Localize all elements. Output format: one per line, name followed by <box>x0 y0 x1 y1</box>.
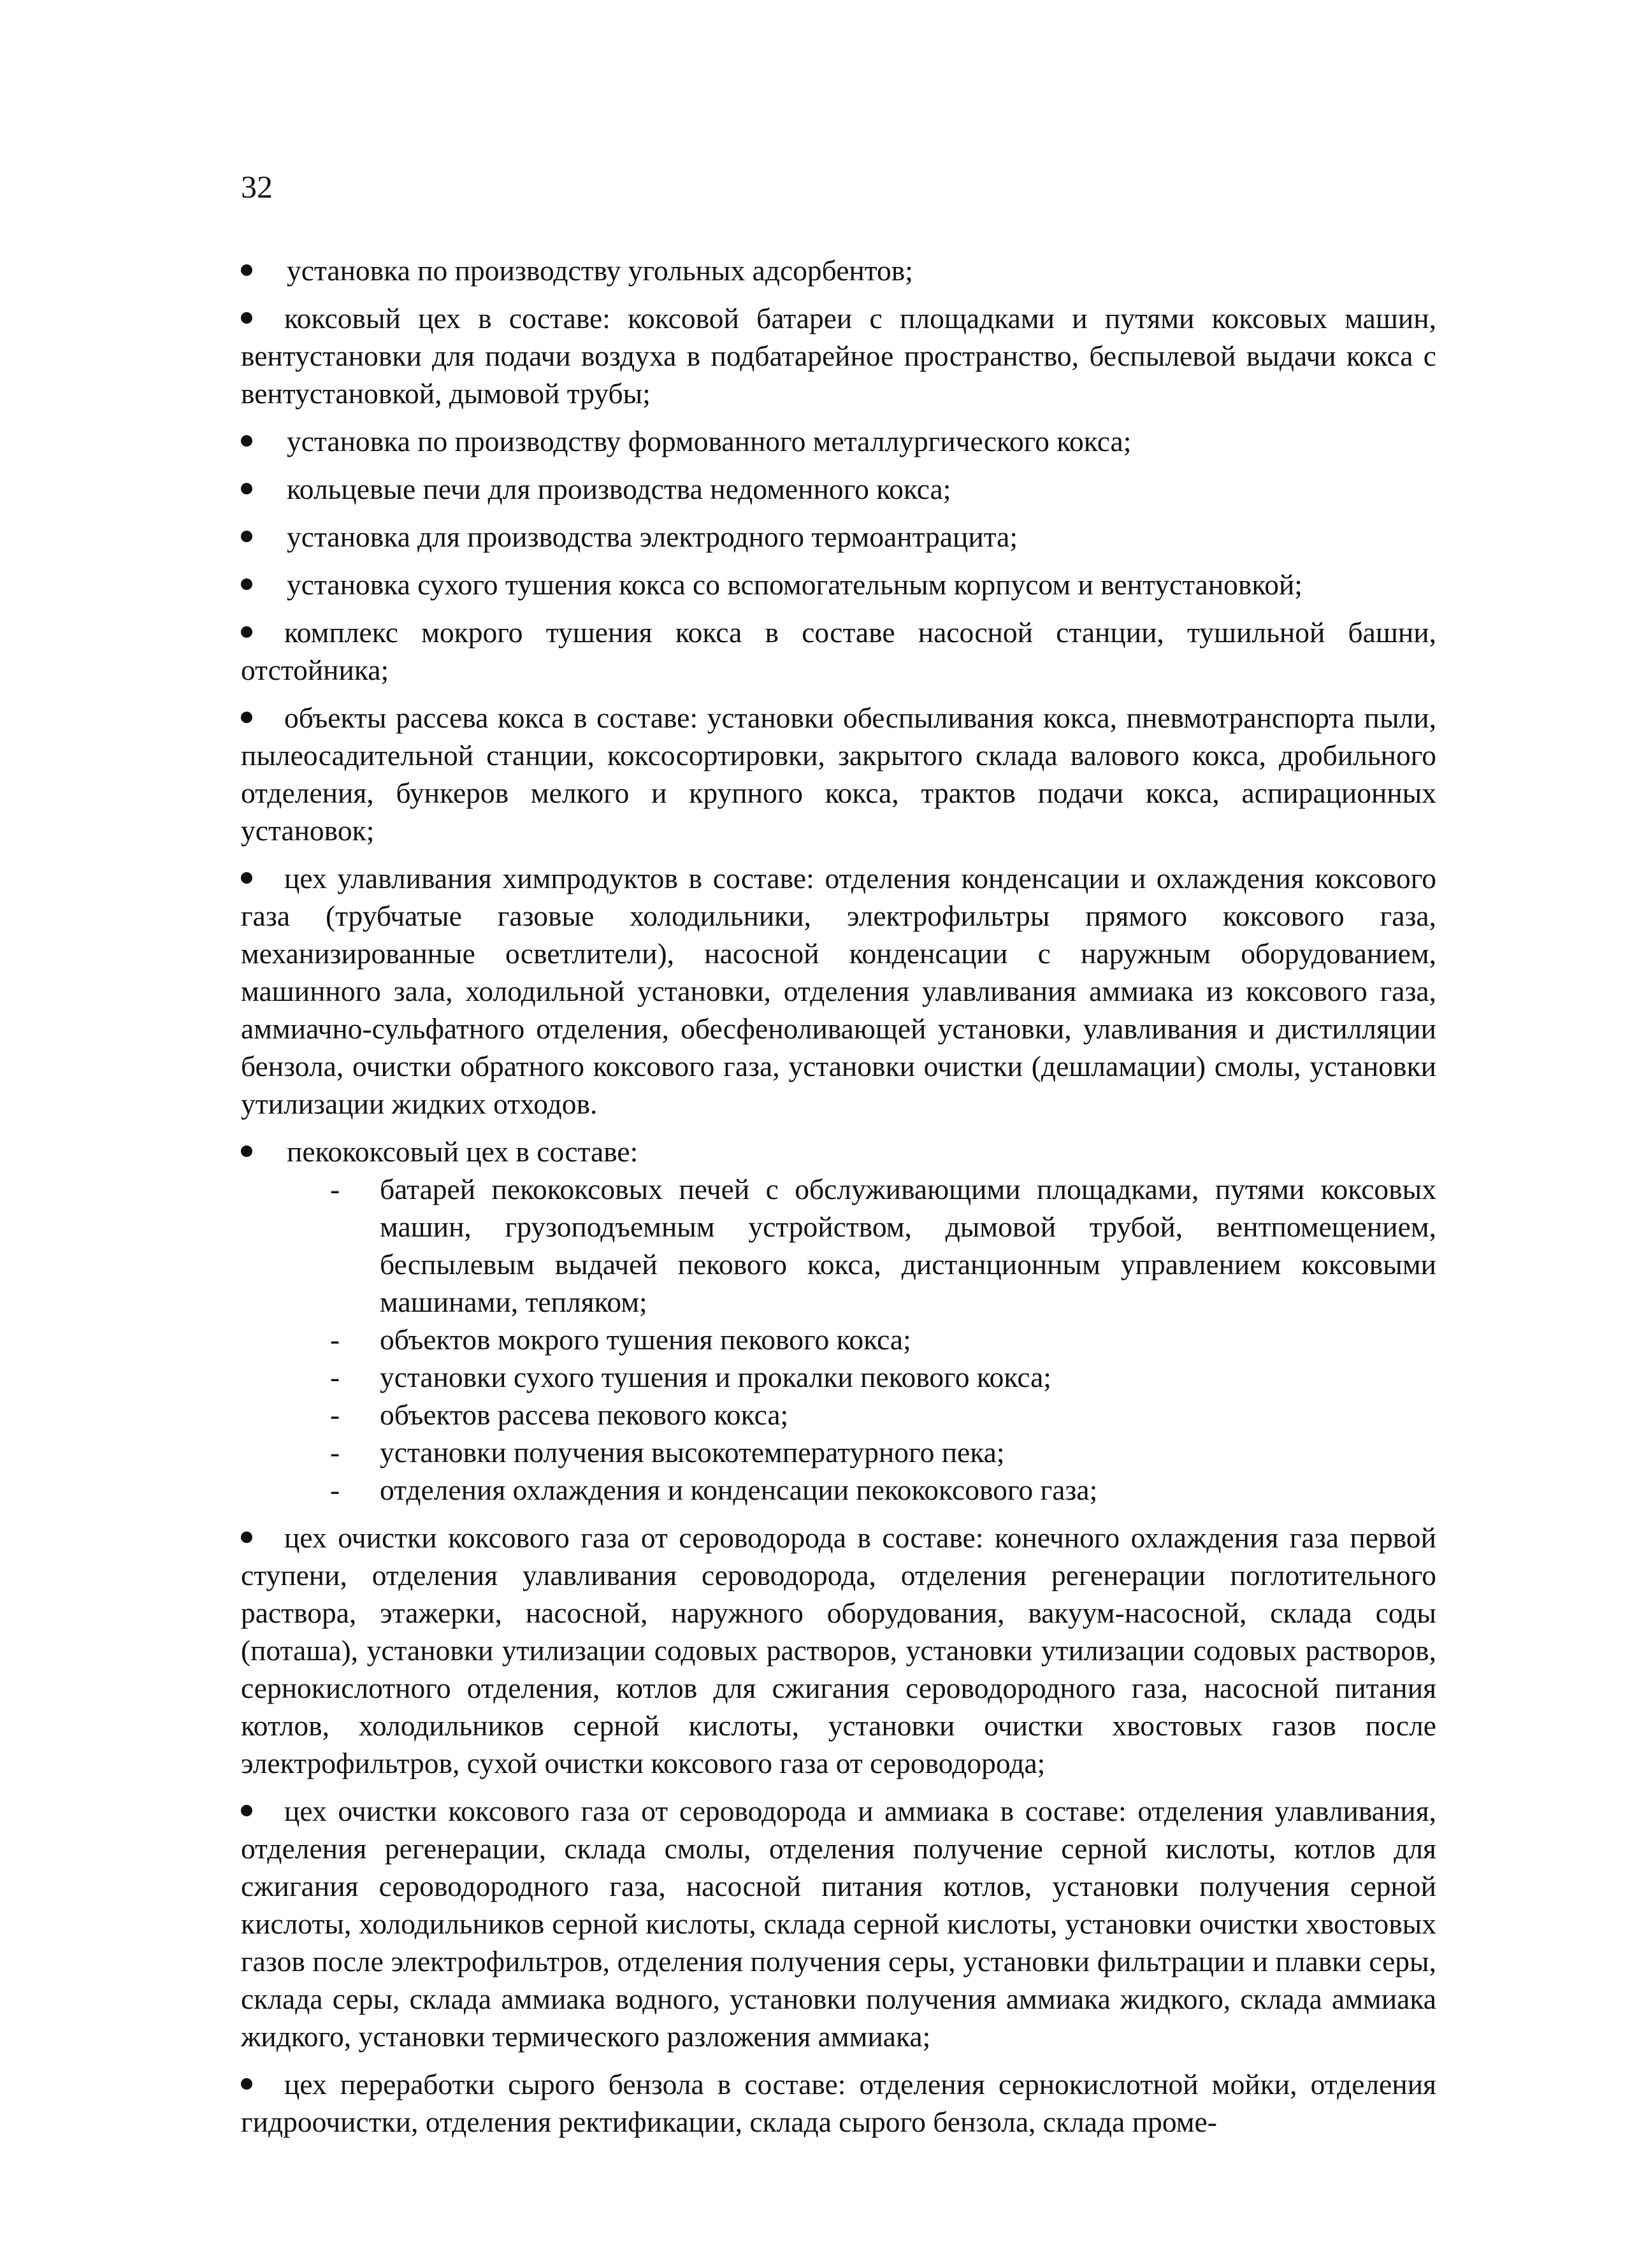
list-item: кольцевые печи для производства недоменного кокса; <box>241 470 1436 508</box>
list-item: цех очистки коксового газа от сероводорода и аммиака в составе: отделения улавливания, отделения регенерации, склада смолы, отделения получение серной кислоты, котлов для сжигания сероводородного газа, насосной питания котлов, установки получения серной кислоты, холодильников серной кислоты, склада серной кислоты, установки очистки хвостовых газов после электрофильтров, отделения получения серы, установки фильтрации и плавки серы, склада серы, склада аммиака водного, установки получения аммиака жидкого, склада аммиака жидкого, установки термического разложения аммиака; <box>241 1792 1436 2055</box>
list-item: цех улавливания химпродуктов в составе: отделения конденсации и охлаждения коксового газа (трубчатые газовые холодильники, электрофильтры прямого коксового газа, механизированные осветлители), насосной конденсации с наружным оборудованием, машинного зала, холодильной установки, отделения улавливания аммиака из коксового газа, аммиачно-сульфатного отделения, обесфеноливающей установки, улавливания и дистилляции бензола, очистки обратного коксового газа, установки очистки (дешламации) смолы, установки утилизации жидких отходов. <box>241 859 1436 1123</box>
list-item: установка по производству формованного металлургического кокса; <box>241 422 1436 460</box>
list-item: установка сухого тушения кокса со вспомогательным корпусом и вентустановкой; <box>241 566 1436 603</box>
sub-list-item: - объектов мокрого тушения пекового кокса; <box>241 1321 1436 1358</box>
sub-list-item: - установки сухого тушения и прокалки пекового кокса; <box>241 1358 1436 1396</box>
list-item: пекококсовый цех в составе: <box>241 1133 1436 1170</box>
sub-list-item: - объектов рассева пекового кокса; <box>241 1396 1436 1433</box>
list-item: объекты рассева кокса в составе: установки обеспыливания кокса, пневмотранспорта пыли, пылеосадительной станции, коксосортировки, закрытого склада валового кокса, дробильного отделения, бункеров мелкого и крупного кокса, трактов подачи кокса, аспирационных установок; <box>241 699 1436 849</box>
sub-list-item: - отделения охлаждения и конденсации пекококсового газа; <box>241 1471 1436 1509</box>
document-body <box>241 252 1436 2151</box>
sub-list-item: - установки получения высокотемпературного пека; <box>241 1433 1436 1471</box>
sub-list-item: - батарей пекококсовых печей с обслуживающими площадками, путями коксовых машин, грузоподъемным устройством, дымовой трубой, вентпомещением, беспылевым выдачей пекового кокса, дистанционным управлением коксовыми машинами, тепляком; <box>241 1170 1436 1321</box>
list-item: цех переработки сырого бензола в составе: отделения сернокислотной мойки, отделения гидроочистки, отделения ректификации, склада сырого бензола, склада проме- <box>241 2065 1436 2141</box>
list-item: коксовый цех в составе: коксовой батареи с площадками и путями коксовых машин, вентустановки для подачи воздуха в подбатарейное пространство, беспылевой выдачи кокса с вентустановкой, дымовой трубы; <box>241 299 1436 412</box>
list-item: установка для производства электродного термоантрацита; <box>241 518 1436 556</box>
list-item: цех очистки коксового газа от сероводорода в составе: конечного охлаждения газа первой ступени, отделения улавливания сероводорода, отделения регенерации поглотительного раствора, этажерки, насосной, наружного оборудования, вакуум-насосной, склада соды (поташа), установки утилизации содовых растворов, установки утилизации содовых растворов, сернокислотного отделения, котлов для сжигания сероводородного газа, насосной питания котлов, холодильников серной кислоты, установки очистки хвостовых газов после электрофильтров, сухой очистки коксового газа от сероводорода; <box>241 1519 1436 1782</box>
sub-list <box>241 1170 1436 1509</box>
list-item: установка по производству угольных адсорбентов; <box>241 252 1436 289</box>
page-number: 32 <box>241 169 273 205</box>
list-item: комплекс мокрого тушения кокса в составе насосной станции, тушильной башни, отстойника; <box>241 614 1436 689</box>
